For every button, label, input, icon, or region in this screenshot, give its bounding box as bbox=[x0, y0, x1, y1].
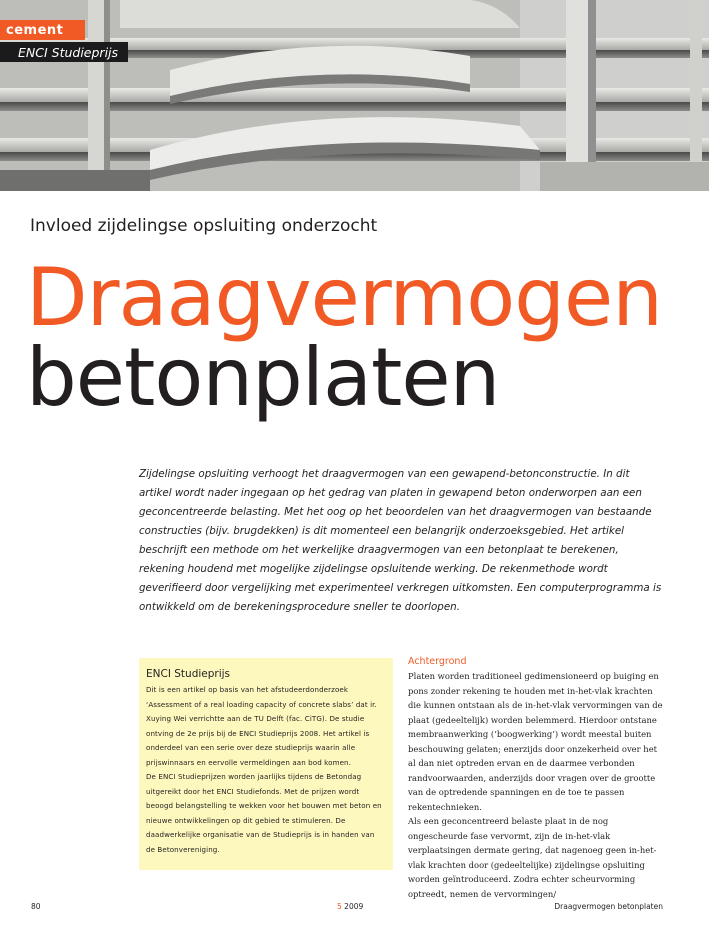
issue-number: 5 bbox=[337, 902, 342, 911]
series-tag-label: ENCI Studieprijs bbox=[18, 44, 119, 60]
hero-photo bbox=[0, 0, 709, 191]
concrete-slabs-illustration bbox=[0, 0, 709, 191]
body-column bbox=[408, 656, 664, 901]
sidebar-paragraph: De ENCI Studieprijzen worden jaarlijks tijdens de Betondag uitgereikt door het ENCI Studiefonds. Met de prijzen wordt beoogd belangstelling te wekken voor het bouwen met beton en nieuwe ontwikkelingen op dit gebied te stimuleren. De daadwerkelijke organisatie van de Studieprijs is in handen van de Betonvereniging. bbox=[146, 772, 382, 854]
issue-label bbox=[337, 902, 363, 911]
body-paragraph: Als een geconcentreerd belaste plaat in de nog ongescheurde fase vervormt, zijn de in-het-vlak verplaatsingen dermate gering, dat nagenoeg geen in-het-vlak krachten door (gedeeltelijke) zijdelingse opsluiting worden geïntroduceerd. Zodra echter scheurvorming optreedt, nemen de vervormingen/ bbox=[408, 816, 657, 899]
magazine-logo bbox=[0, 20, 85, 40]
body-paragraph: Platen worden traditioneel gedimensioneerd op buiging en pons zonder rekening te houden met in-het-vlak krachten die kunnen ontstaan als de in-het-vlak vervormingen van de plaat (gedeeltelijk) worden belemmerd. Hierdoor ontstane membraanwerking (‘boogwerking’) wordt meestal buiten beschouwing gelaten; enerzijds door onzekerheid over het al dan niet optreden ervan en de daarmee verbonden randvoorwaarden, anderzijds door vragen over de grootte van de optredende spanningen en de toe te passen rekentechnieken. bbox=[408, 671, 663, 812]
body-text bbox=[408, 669, 664, 901]
sidebar-title: ENCI Studieprijs bbox=[146, 668, 231, 680]
series-tag bbox=[0, 42, 128, 62]
issue-year: 2009 bbox=[344, 902, 364, 911]
sidebar-paragraph: Dit is een artikel op basis van het afstudeerdonderzoek ‘Assessment of a real loading capacity of concrete slabs’ dat ir. Xuying Wei verrichtte aan de TU Delft (fac. CiTG). De studie ontving de 2e prijs bij de ENCI Studieprijs 2008. Het artikel is onderdeel van een serie over deze studieprijs waarin alle prijswinnaars en eervolle vermeldingen aan bod komen. bbox=[146, 685, 377, 767]
article-intro: Zijdelingse opsluiting verhoogt het draagvermogen van een gewapend-betonconstructie. In dit artikel wordt nader ingegaan op het gedrag van platen in gewapend beton onderworpen aan een geconcentreerde belasting. Met het oog op het beoordelen van het draagvermogen van bestaande constructies (bijv. brugdekken) is dit momenteel een belangrijk onderzoeksgebied. Het artikel beschrijft een methode om het werkelijke draagvermogen van een betonplaat te berekenen, rekening houdend met mogelijke zijdelingse opsluitende werking. De rekenmethode wordt geverifieerd door vergelijking met experimenteel verkregen uitkomsten. Een computerprogramma is ontwikkeld om de berekeningsprocedure sneller te doorlopen. bbox=[139, 468, 662, 613]
running-title: Draagvermogen betonplaten bbox=[554, 902, 663, 911]
article-kicker: Invloed zijdelingse opsluiting onderzocht bbox=[30, 216, 378, 236]
sidebar-box bbox=[139, 658, 393, 870]
logo-text: cement bbox=[6, 22, 64, 38]
section-heading: Achtergrond bbox=[408, 656, 467, 667]
page-number: 80 bbox=[31, 902, 41, 911]
article-title-line2: betonplaten bbox=[26, 331, 500, 424]
sidebar-body bbox=[146, 683, 385, 857]
article-title-line1: Draagvermogen bbox=[26, 251, 662, 344]
